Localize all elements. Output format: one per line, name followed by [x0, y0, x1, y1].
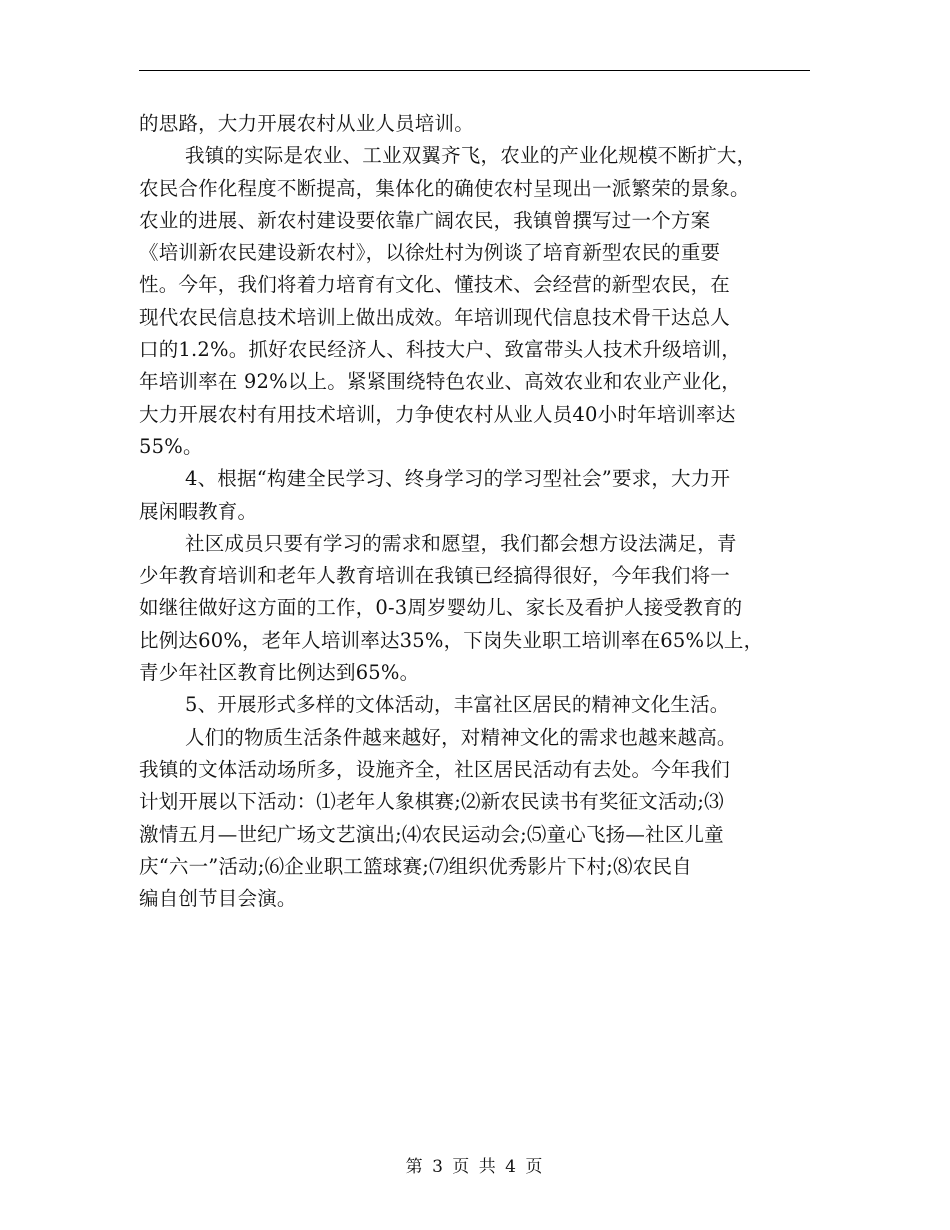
page-number-footer: 第 3 页 共 4 页	[405, 1157, 545, 1177]
text-line: 农业的进展、新农村建设要依靠广阔农民，我镇曾撰写过一个方案	[139, 208, 711, 232]
text-line: 如继往做好这方面的工作，0-3周岁婴幼儿、家长及看护人接受教育的	[139, 596, 743, 620]
text-line: 编自创节目会演。	[139, 887, 297, 911]
text-line: 的思路，大力开展农村从业人员培训。	[139, 112, 474, 135]
text-line: 我镇的实际是农业、工业双翼齐飞，农业的产业化规模不断扩大，	[185, 144, 757, 168]
text-line: 55%。	[139, 434, 203, 458]
text-line: 性。今年，我们将着力培育有文化、懂技术、会经营的新型农民，在	[139, 273, 731, 297]
text-line: 庆“六一”活动;⑹企业职工篮球赛;⑺组织优秀影片下村;⑻农民自	[139, 854, 692, 878]
text-line: 我镇的文体活动场所多，设施齐全，社区居民活动有去处。今年我们	[139, 757, 731, 781]
text-line: 《培训新农民建设新农村》，以徐灶村为例谈了培育新型农民的重要	[139, 241, 721, 265]
text-line: 人们的物质生活条件越来越好，对精神文化的需求也越来越高。	[185, 725, 737, 749]
text-line: 比例达60%，老年人培训率达35%，下岗失业职工培训率在65%以上，	[139, 628, 764, 652]
text-line: 年培训率在 92%以上。紧紧围绕特色农业、高效农业和农业产业化，	[139, 370, 741, 394]
body-text	[139, 108, 811, 915]
text-line: 现代农民信息技术培训上做出成效。年培训现代信息技术骨干达总人	[139, 305, 731, 329]
text-line: 农民合作化程度不断提高，集体化的确使农村呈现出一派繁荣的景象。	[139, 176, 750, 200]
text-line: 激情五月—世纪广场文艺演出;⑷农民运动会;⑸童心飞扬—社区儿童	[139, 822, 724, 846]
text-line: 计划开展以下活动：⑴老年人象棋赛;⑵新农民读书有奖征文活动;⑶	[139, 790, 724, 814]
text-line: 少年教育培训和老年人教育培训在我镇已经搞得很好，今年我们将一	[139, 564, 731, 588]
text-line: 口的1.2%。抓好农民经济人、科技大户、致富带头人技术升级培训，	[139, 338, 741, 362]
text-line: 大力开展农村有用技术培训，力争使农村从业人员40小时年培训率达	[139, 402, 736, 426]
header-rule	[139, 70, 810, 71]
section-heading-continuation: 展闲暇教育。	[139, 499, 258, 523]
text-line: 社区成员只要有学习的需求和愿望，我们都会想方设法满足，青	[185, 531, 737, 555]
section-heading: 5、开展形式多样的文体活动，丰富社区居民的精神文化生活。	[185, 693, 730, 717]
text-line: 青少年社区教育比例达到65%。	[139, 661, 420, 685]
section-heading: 4、根据“构建全民学习、终身学习的学习型社会”要求，大力开	[185, 467, 731, 491]
